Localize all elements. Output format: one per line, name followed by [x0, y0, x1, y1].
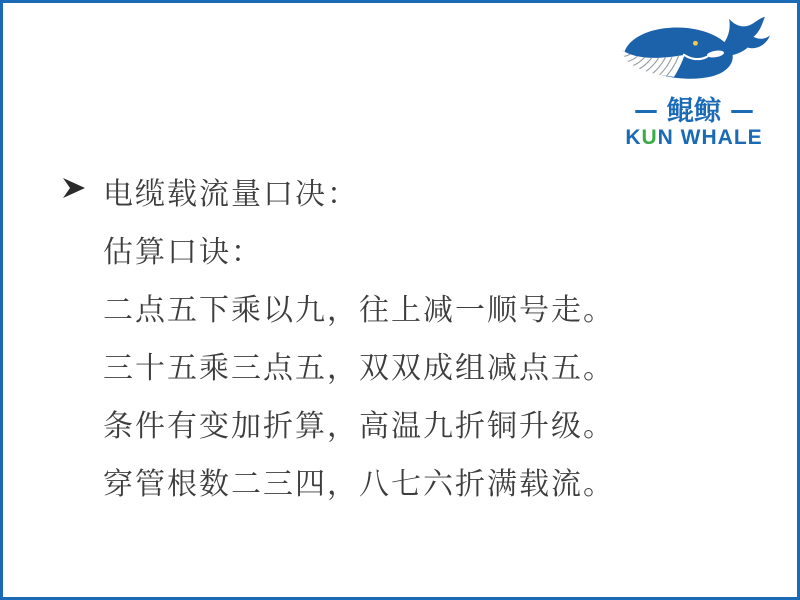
logo-en-u: U — [641, 126, 658, 149]
logo-cn-text: 鲲鲸 — [667, 96, 721, 127]
whale-icon — [615, 11, 773, 97]
mnemonic-line: 二点五下乘以九，往上减一顺号走。 — [103, 293, 615, 328]
title-text: 电缆载流量口决： — [103, 177, 359, 212]
mnemonic-text-block — [61, 169, 615, 517]
title-line — [61, 169, 615, 227]
mnemonic-line: 估算口诀： — [103, 235, 263, 270]
logo-cn-name — [603, 95, 785, 127]
logo-dash-left: — — [634, 95, 658, 124]
logo-dash-right: — — [730, 95, 754, 124]
logo-en-k: K — [625, 126, 642, 149]
kunwhale-logo — [603, 11, 785, 149]
mnemonic-line: 三十五乘三点五，双双成组减点五。 — [103, 351, 615, 386]
mnemonic-line: 穿管根数二三四，八七六折满载流。 — [103, 467, 615, 502]
whale-eye — [693, 41, 698, 46]
arrowhead-bullet-icon — [61, 169, 103, 209]
logo-en-name — [603, 126, 785, 149]
logo-en-rest: N WHALE — [657, 126, 763, 149]
mnemonic-line: 条件有变加折算，高温九折铜升级。 — [103, 409, 615, 444]
